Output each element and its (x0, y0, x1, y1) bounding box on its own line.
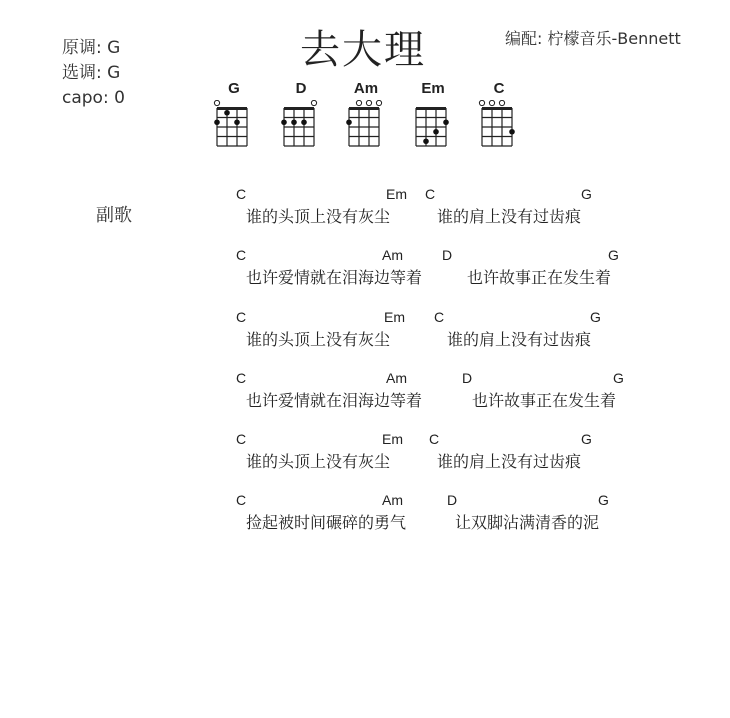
chord-symbol: C (236, 309, 247, 325)
lyric-phrase: 也许故事正在发生着 (472, 391, 617, 410)
lyric-phrase: 谁的肩上没有过齿痕 (447, 330, 592, 349)
chord-symbol: G (581, 186, 592, 202)
fretboard-grid (209, 100, 253, 152)
chord-symbol: C (425, 186, 436, 202)
section-label: 副歌 (96, 205, 132, 226)
chord-symbol: C (236, 247, 247, 263)
selected-key: 选调: G (62, 63, 121, 83)
nut (349, 107, 379, 110)
chord-symbol: D (462, 370, 473, 386)
chord-symbol: Em (386, 186, 407, 202)
fretboard-grid (408, 100, 452, 152)
original-key: 原调: G (62, 38, 121, 58)
fretboard-grid (341, 100, 385, 152)
chord-symbol: Am (382, 247, 403, 263)
lyric-line (236, 247, 656, 287)
chord-symbol: Em (384, 309, 405, 325)
nut (416, 107, 446, 110)
finger-dot (281, 119, 287, 125)
lyric-phrase: 谁的头顶上没有灰尘 (246, 330, 391, 349)
finger-dot (509, 129, 515, 135)
chord-diagram-g (209, 80, 259, 152)
chord-symbol: G (613, 370, 624, 386)
finger-dot (433, 129, 439, 135)
lyric-phrase: 谁的肩上没有过齿痕 (437, 452, 582, 471)
open-string-marker (356, 100, 361, 105)
chord-symbol: Am (382, 492, 403, 508)
chord-diagram-name: C (493, 80, 505, 97)
chord-symbol: Am (386, 370, 407, 386)
chord-symbol: G (608, 247, 619, 263)
lyric-phrase: 让双脚沾满清香的泥 (455, 513, 600, 532)
lyric-phrase: 谁的肩上没有过齿痕 (437, 207, 582, 226)
chord-symbol: Em (382, 431, 403, 447)
open-string-marker (479, 100, 484, 105)
chord-diagram-am (341, 80, 391, 152)
chord-symbol: D (447, 492, 458, 508)
chord-diagram-d (276, 80, 326, 152)
chord-diagram-c (474, 80, 524, 152)
lyric-line (236, 370, 656, 410)
lyric-phrase: 谁的头顶上没有灰尘 (246, 207, 391, 226)
open-string-marker (489, 100, 494, 105)
lyric-phrase: 也许故事正在发生着 (467, 268, 612, 287)
nut (217, 107, 247, 110)
lyric-line (236, 309, 656, 349)
nut (482, 107, 512, 110)
finger-dot (291, 119, 297, 125)
chord-symbol: C (429, 431, 440, 447)
finger-dot (224, 110, 230, 116)
lyric-phrase: 也许爱情就在泪海边等着 (246, 268, 423, 287)
song-title: 去大理 (300, 27, 426, 73)
chord-symbol: G (581, 431, 592, 447)
chord-diagram-name: Em (421, 80, 445, 97)
chord-symbol: C (236, 431, 247, 447)
arranger-credit: 编配: 柠檬音乐-Bennett (505, 29, 681, 48)
fretboard-grid (276, 100, 320, 152)
chord-symbol: C (236, 186, 247, 202)
lyric-line (236, 186, 656, 226)
chord-symbol: C (236, 492, 247, 508)
open-string-marker (499, 100, 504, 105)
open-string-marker (376, 100, 381, 105)
fretboard-grid (474, 100, 518, 152)
lyric-phrase: 捡起被时间碾碎的勇气 (246, 513, 407, 532)
finger-dot (301, 119, 307, 125)
lyric-phrase: 谁的头顶上没有灰尘 (246, 452, 391, 471)
chord-diagram-name: D (295, 80, 307, 97)
chord-symbol: G (590, 309, 601, 325)
finger-dot (443, 119, 449, 125)
chord-diagram-em (408, 80, 458, 152)
capo: capo: 0 (62, 88, 125, 108)
chord-symbol: D (442, 247, 453, 263)
finger-dot (346, 119, 352, 125)
chord-symbol: C (236, 370, 247, 386)
lyric-phrase: 也许爱情就在泪海边等着 (246, 391, 423, 410)
nut (284, 107, 314, 110)
finger-dot (214, 119, 220, 125)
open-string-marker (214, 100, 219, 105)
finger-dot (423, 138, 429, 144)
finger-dot (234, 119, 240, 125)
lyric-line (236, 492, 656, 532)
chord-diagram-name: Am (353, 80, 379, 97)
chord-diagram-name: G (228, 80, 240, 97)
chord-symbol: G (598, 492, 609, 508)
open-string-marker (366, 100, 371, 105)
chord-symbol: C (434, 309, 445, 325)
open-string-marker (311, 100, 316, 105)
lyric-line (236, 431, 656, 471)
